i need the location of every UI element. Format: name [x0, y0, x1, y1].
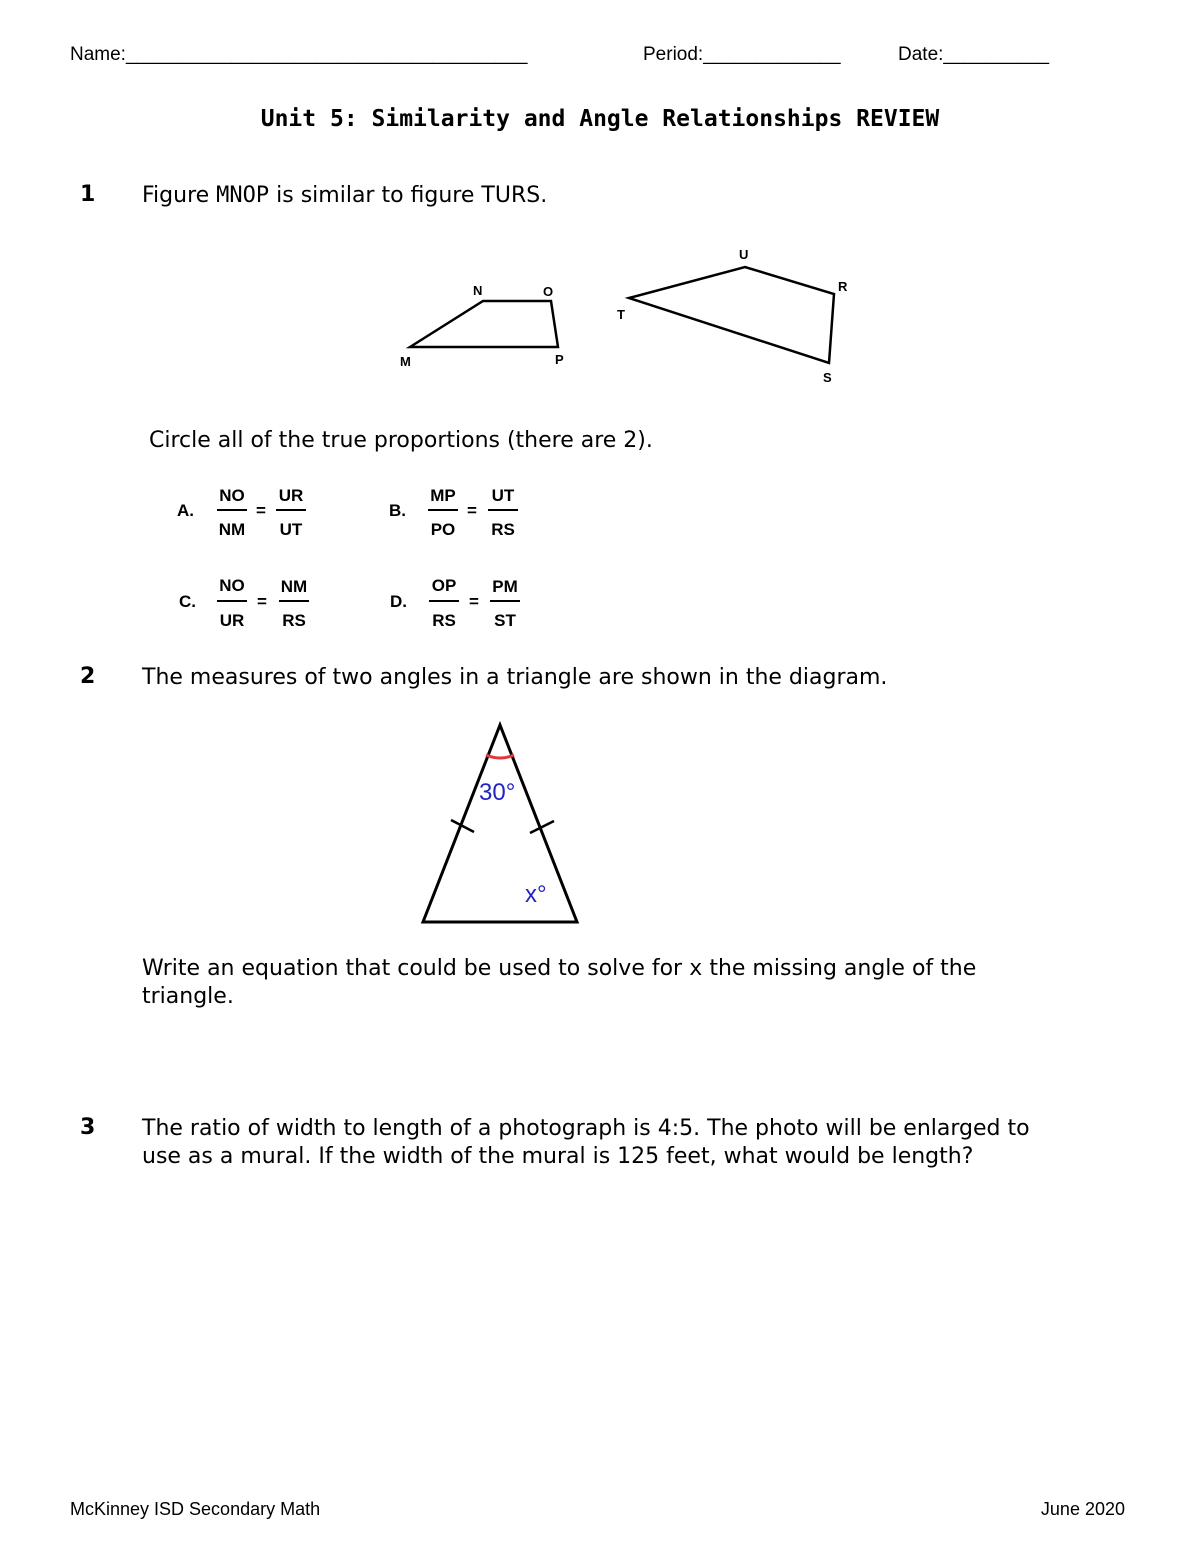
question-2-text: The measures of two angles in a triangle are shown in the diagram.: [142, 665, 888, 690]
vertex-label-m: M: [400, 354, 411, 369]
option-b-equals: =: [467, 501, 477, 520]
option-b[interactable]: [389, 486, 518, 539]
option-a-equals: =: [256, 501, 266, 520]
question-1-instruction: Circle all of the true proportions (there are 2).: [149, 428, 653, 453]
option-a-left-numerator: NO: [219, 486, 245, 505]
vertex-label-s: S: [823, 370, 832, 385]
option-c-left-numerator: NO: [219, 576, 245, 595]
option-a-left-denominator: NM: [218, 520, 246, 539]
option-c-equals: =: [257, 592, 267, 611]
triangle-diagram: [0, 700, 1200, 940]
question-3-number: 3: [80, 1115, 96, 1140]
period-field-label: Period:_____________: [643, 44, 841, 65]
option-d-equals: =: [469, 592, 479, 611]
option-a-letter: A.: [177, 501, 194, 520]
footer-right: June 2020: [1040, 1499, 1125, 1519]
name-field-label: Name:______________________________________: [70, 44, 528, 65]
question-1-text-before: Figure: [142, 183, 217, 208]
option-a-right-numerator: UR: [278, 486, 304, 505]
option-d[interactable]: [390, 576, 520, 630]
isosceles-triangle: [423, 725, 577, 922]
option-c-letter: C.: [179, 592, 196, 611]
option-c[interactable]: [179, 576, 309, 630]
vertex-label-n: N: [473, 283, 483, 298]
figure-turs: [629, 267, 834, 363]
option-d-right-numerator: PM: [492, 577, 518, 596]
option-c-left-denominator: UR: [219, 611, 245, 630]
question-2-prompt-variable: x: [689, 956, 703, 981]
question-3-line2: use as a mural. If the width of the mural is 125 feet, what would be length?: [142, 1144, 974, 1169]
vertex-label-u: U: [739, 247, 749, 262]
top-angle-label: 30°: [479, 779, 516, 806]
base-angle-label: x°: [525, 881, 547, 908]
option-b-left-numerator: MP: [430, 486, 456, 505]
question-1-number: 1: [80, 182, 96, 207]
option-b-letter: B.: [389, 501, 406, 520]
proportion-options: [0, 470, 1200, 640]
question-2-number: 2: [80, 664, 96, 689]
option-d-letter: D.: [390, 592, 407, 611]
option-d-left-numerator: OP: [431, 576, 457, 595]
option-b-left-denominator: PO: [430, 520, 456, 539]
option-b-right-numerator: UT: [491, 486, 515, 505]
option-c-right-numerator: NM: [280, 577, 308, 596]
date-field-label: Date:__________: [898, 44, 1050, 65]
vertex-label-o: O: [543, 284, 554, 299]
option-a-right-denominator: UT: [279, 520, 303, 539]
question-3-text: [142, 1115, 1030, 1171]
question-1-figure-name: MNOP: [216, 183, 270, 208]
vertex-label-p: P: [555, 352, 564, 367]
vertex-label-r: R: [838, 279, 848, 294]
similar-figures-diagram: [0, 0, 1200, 400]
question-2-prompt: [142, 955, 976, 1011]
question-3-line1: The ratio of width to length of a photograph is 4:5. The photo will be enlarged to: [142, 1116, 1030, 1141]
question-2-prompt-line1-after: the missing angle of the: [702, 956, 977, 981]
option-d-left-denominator: RS: [432, 611, 456, 630]
page-title: Unit 5: Similarity and Angle Relationships REVIEW: [260, 106, 940, 132]
figure-mnop: [410, 301, 558, 347]
footer-left: McKinney ISD Secondary Math: [70, 1499, 321, 1519]
vertex-label-t: T: [617, 307, 625, 322]
option-a[interactable]: [177, 486, 306, 539]
option-d-right-denominator: ST: [494, 611, 516, 630]
question-1-text-after: is similar to figure TURS.: [269, 183, 548, 208]
option-c-right-denominator: RS: [282, 611, 306, 630]
top-angle-arc: [486, 755, 514, 758]
option-b-right-denominator: RS: [491, 520, 515, 539]
question-2-prompt-line2: triangle.: [142, 984, 234, 1009]
question-2-prompt-line1-before: Write an equation that could be used to solve for: [142, 956, 690, 981]
